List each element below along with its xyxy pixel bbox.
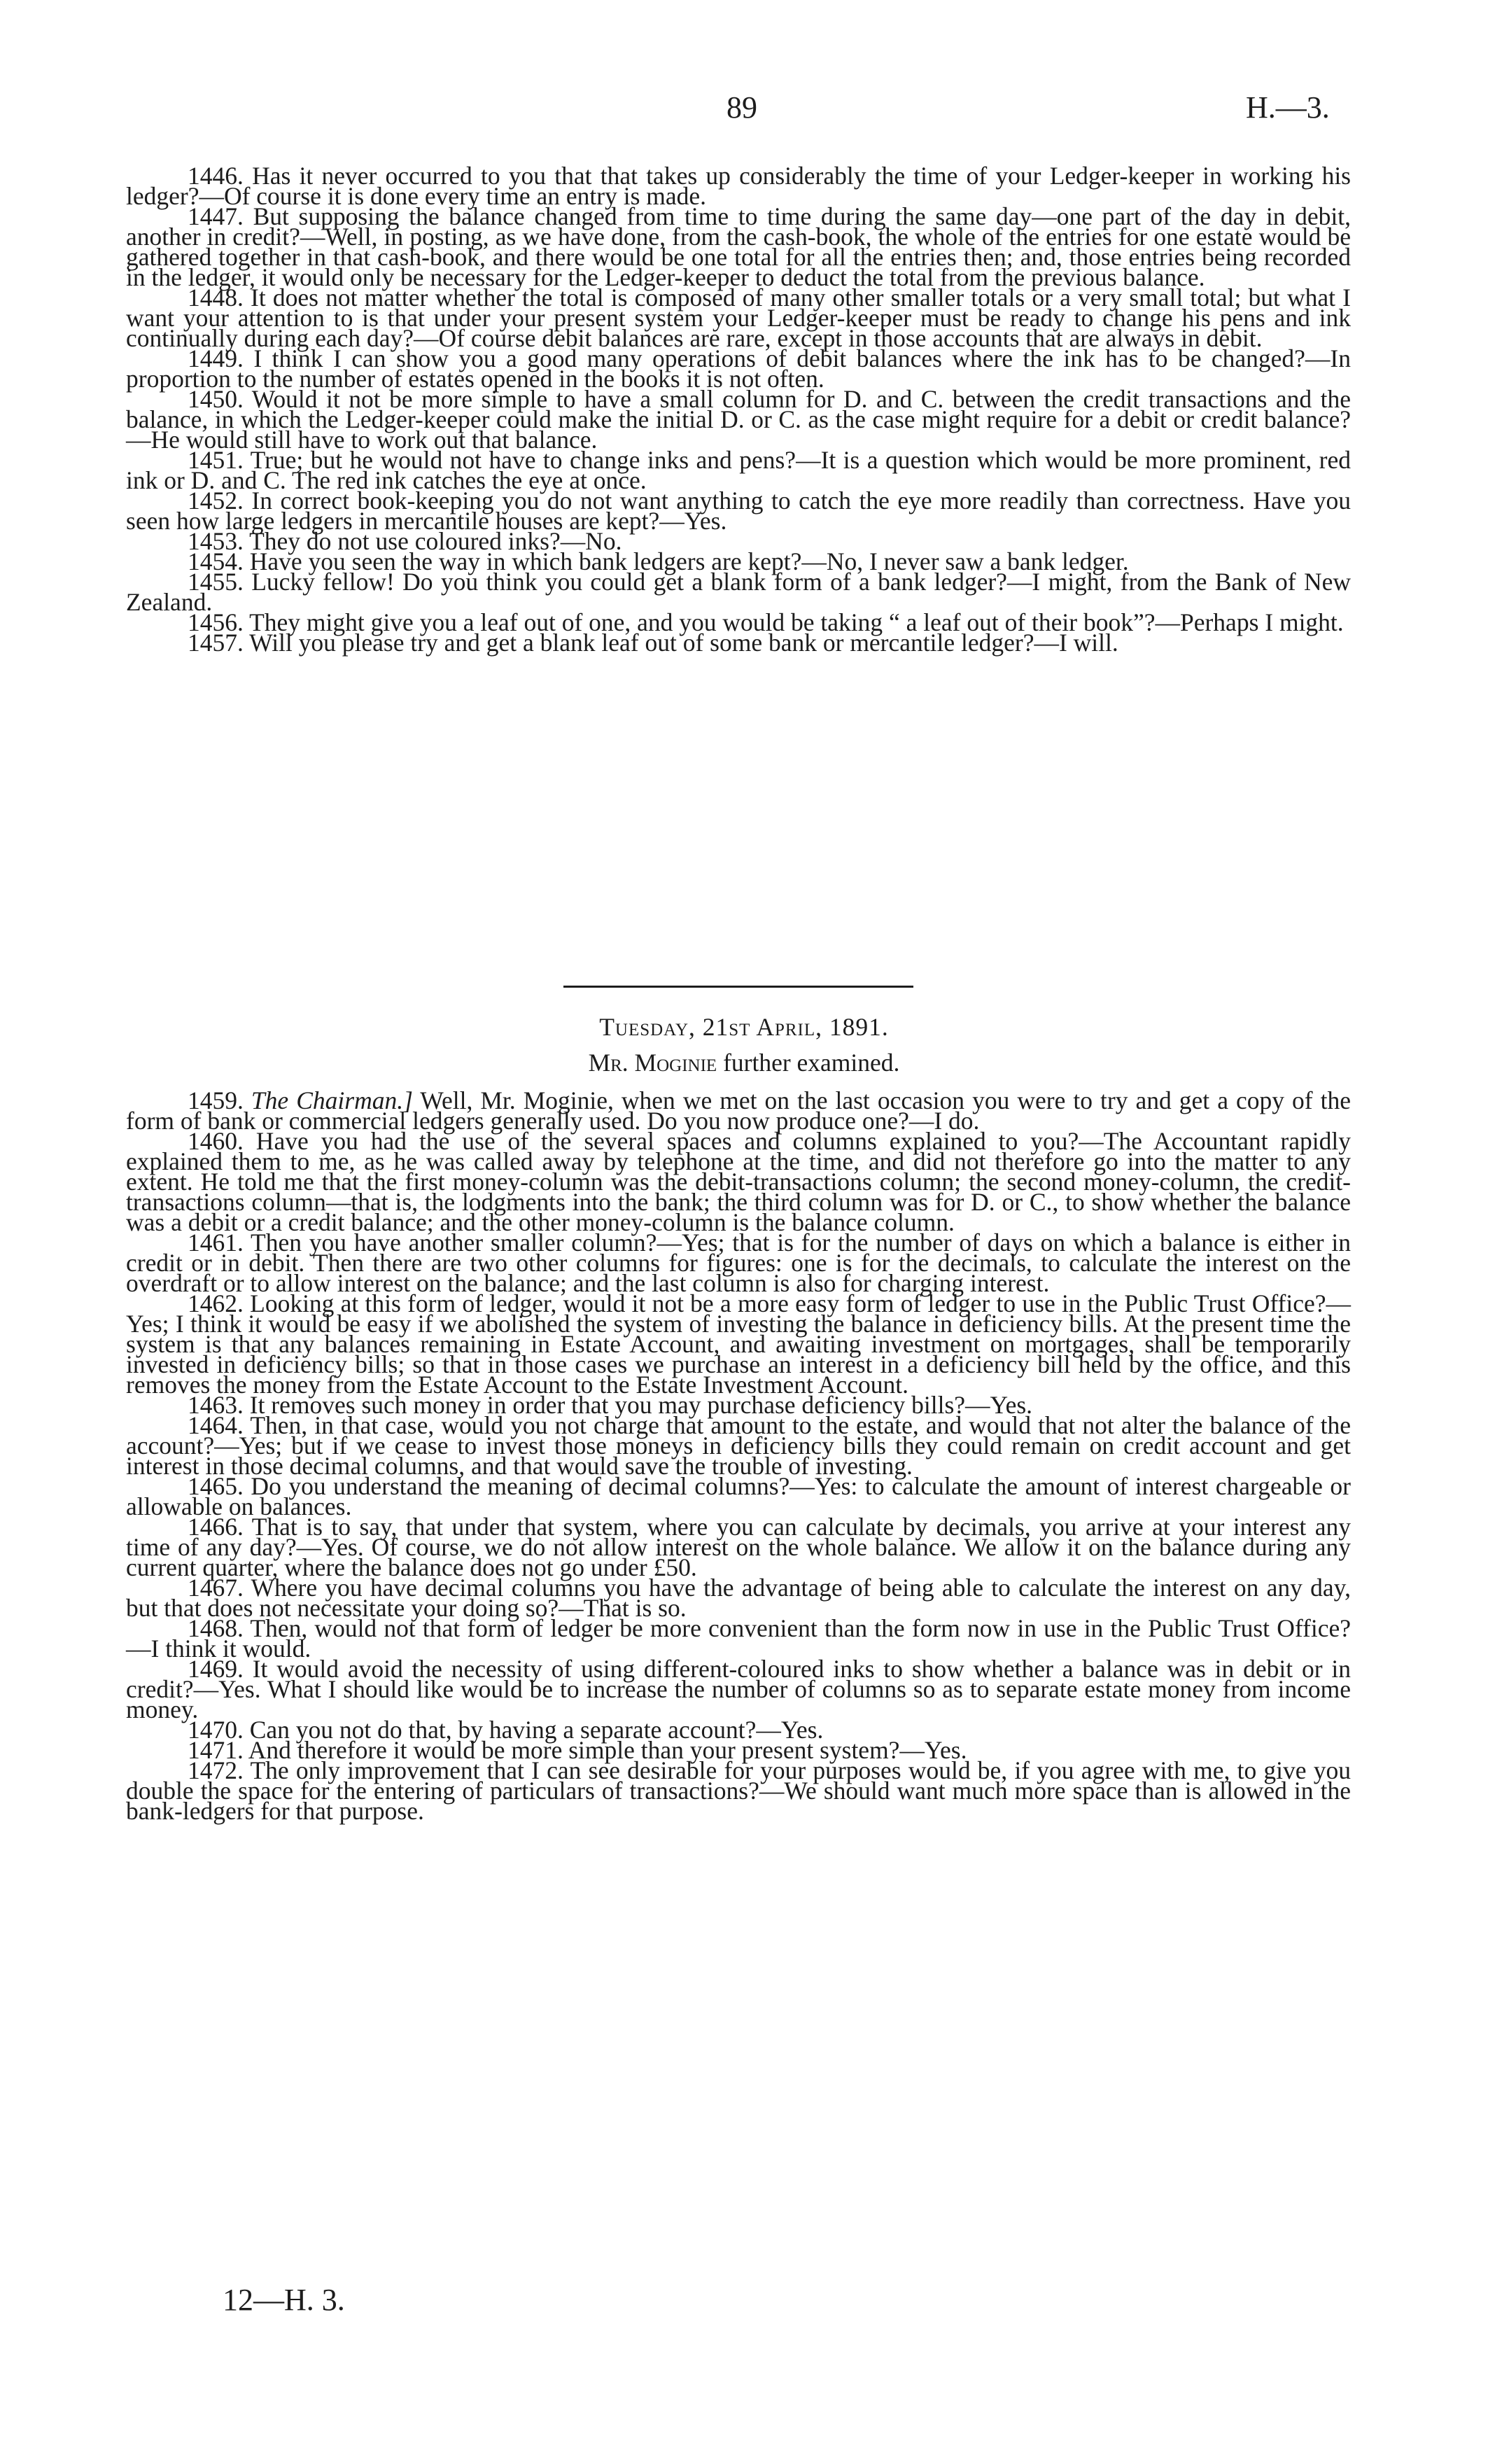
evidence-block-1 — [126, 162, 1351, 657]
paragraph: 1453. They do not use coloured inks?—No. — [188, 527, 622, 555]
paragraph: 1464. Then, in that case, would you not charge that amount to the estate, and would that not alter the balance of the account?—Yes; but if we cease to invest those moneys in deficiency bills they could remain on credit account and get interest in those decimal columns, and that would save the trouble of investing. — [126, 1411, 1351, 1480]
paragraph: 1463. It removes such money in order that you may purchase deficiency bills?—Yes. — [188, 1391, 1033, 1419]
section-divider — [563, 986, 913, 988]
paragraph: 1469. It would avoid the necessity of using different-coloured inks to show whether a balance was in debit or in credit?—Yes. What I should like would be to increase the number of columns so as to separate estate money from income money. — [126, 1655, 1351, 1723]
page-number: 89 — [727, 90, 757, 125]
paragraph: 1452. In correct book-keeping you do not want anything to catch the eye more readily than correctness. Have you seen how large ledgers in mercantile houses are kept?—Yes. — [126, 486, 1351, 535]
session-date: Tuesday, 21st April, 1891. — [599, 1013, 889, 1041]
paragraph: 1446. Has it never occurred to you that that takes up considerably the time of your Ledger-keeper in working his ledger?—Of course it is done every time an entry is made. — [126, 162, 1351, 210]
paragraph: 1461. Then you have another smaller column?—Yes; that is for the number of days on which a balance is either in credit or in debit. Then there are two other columns for figures: one is for the decimals, to calculate the interest on the overdraft or to allow interest on the balance; and the last column is also for charging interest. — [126, 1228, 1351, 1297]
paragraph-text: Well, Mr. Moginie, when we met on the last occasion you were to try and get a copy of the form of bank or commercial ledgers generally used. Do you now produce one?—I do. — [126, 1086, 1352, 1135]
paragraph: 1449. I think I can show you a good many operations of debit balances where the ink has to be changed?—In proportion to the number of estates opened in the books it is not often. — [126, 344, 1351, 393]
paragraph: 1460. Have you had the use of the several spaces and columns explained to you?—The Accountant rapidly explained them to me, as he was called away by telephone at the time, and did not therefore go into the matter to any extent. He told me that the first money-column was the debit-transactions column; the second money-column, the credit-transactions column—that is, the lodgments into the bank; the third column was for D. or C., to show whether the balance was a debit or a credit balance; and the other money-column is the balance column. — [126, 1127, 1351, 1236]
paragraph: 1462. Looking at this form of ledger, would it not be a more easy form of ledger to use in the Public Trust Office?—Yes; I think it would be easy if we abolished the system of investing the balance in deficiency bills. At the present time the system is that any balances remaining in Estate Account, and awaiting investment on mortgages, shall be temporarily invested in deficiency bills; so that in those cases we purchase an interest in a deficiency bill held by the office, and this removes the money from the Estate Account to the Estate Investment Account. — [126, 1289, 1351, 1399]
signature-mark: 12—H. 3. — [223, 2283, 345, 2317]
evidence-block-2 — [126, 1086, 1352, 1825]
paragraph: 1471. And therefore it would be more simple than your present system?—Yes. — [188, 1736, 967, 1764]
paragraph: 1457. Will you please try and get a blank leaf out of some bank or mercantile ledger?—I will. — [188, 629, 1118, 657]
witness-name: Mr. Moginie — [588, 1049, 717, 1077]
document-reference: H.—3. — [1246, 90, 1330, 125]
paragraph: 1472. The only improvement that I can see desirable for your purposes would be, if you agree with me, to give you double the space for the entering of particulars of transactions?—We should want much more space than is allowed in the bank-ledgers for that purpose. — [126, 1756, 1351, 1825]
session-subtitle — [0, 1048, 1488, 1077]
paragraph: 1448. It does not matter whether the total is composed of many other smaller totals or a very small total; but what I want your attention to is that under your present system your Ledger-keeper must be ready to change his pens and ink continually during each day?—Of course debit balances are rare, except in those accounts that are always in debit. — [126, 284, 1351, 352]
subtitle-text: further examined. — [717, 1049, 900, 1077]
paragraph: 1454. Have you seen the way in which bank ledgers are kept?—No, I never saw a bank ledger. — [188, 547, 1129, 575]
paragraph: 1468. Then, would not that form of ledger be more convenient than the form now in use in the Public Trust Office?—I think it would. — [126, 1614, 1351, 1662]
paragraph: 1466. That is to say, that under that system, where you can calculate by decimals, you arrive at your interest any time of any day?—Yes. Of course, we do not allow interest on the whole balance. We allow it on the balance during any current quarter, where the balance does not go under £50. — [126, 1513, 1351, 1581]
paragraph: 1470. Can you not do that, by having a separate account?—Yes. — [188, 1716, 824, 1744]
paragraph: 1447. But supposing the balance changed from time to time during the same day—one part of the day in debit, another in credit?—Well, in posting, as we have done, from the cash-book, the whole of the entries for one estate would be gathered together in that cash-book, and there would be one total for all the entries then; and, those entries being recorded in the ledger, it would only be necessary for the Ledger-keeper to deduct the total from the previous balance. — [126, 202, 1351, 291]
paragraph-first — [126, 1086, 1352, 1135]
question-number: 1459. — [188, 1086, 251, 1114]
paragraph: 1456. They might give you a leaf out of one, and you would be taking “ a leaf out of their book”?—Perhaps I might. — [188, 608, 1344, 636]
paragraph: 1467. Where you have decimal columns you have the advantage of being able to calculate the interest on any day, but that does not necessitate your doing so?—That is so. — [126, 1574, 1351, 1622]
paragraph: 1450. Would it not be more simple to have a small column for D. and C. between the credit transactions and the balance, in which the Ledger-keeper could make the initial D. or C. as the case might require for a debit or credit balance?—He would still have to work out that balance. — [126, 385, 1351, 454]
paragraph: 1451. True; but he would not have to change inks and pens?—It is a question which would be more prominent, red ink or D. and C. The red ink catches the eye at once. — [126, 446, 1351, 494]
paragraph: 1465. Do you understand the meaning of decimal columns?—Yes: to calculate the amount of interest chargeable or allowable on balances. — [126, 1472, 1351, 1520]
speaker-label: The Chairman.] — [251, 1086, 413, 1114]
paragraph: 1455. Lucky fellow! Do you think you could get a blank form of a bank ledger?—I might, from the Bank of New Zealand. — [126, 568, 1351, 616]
